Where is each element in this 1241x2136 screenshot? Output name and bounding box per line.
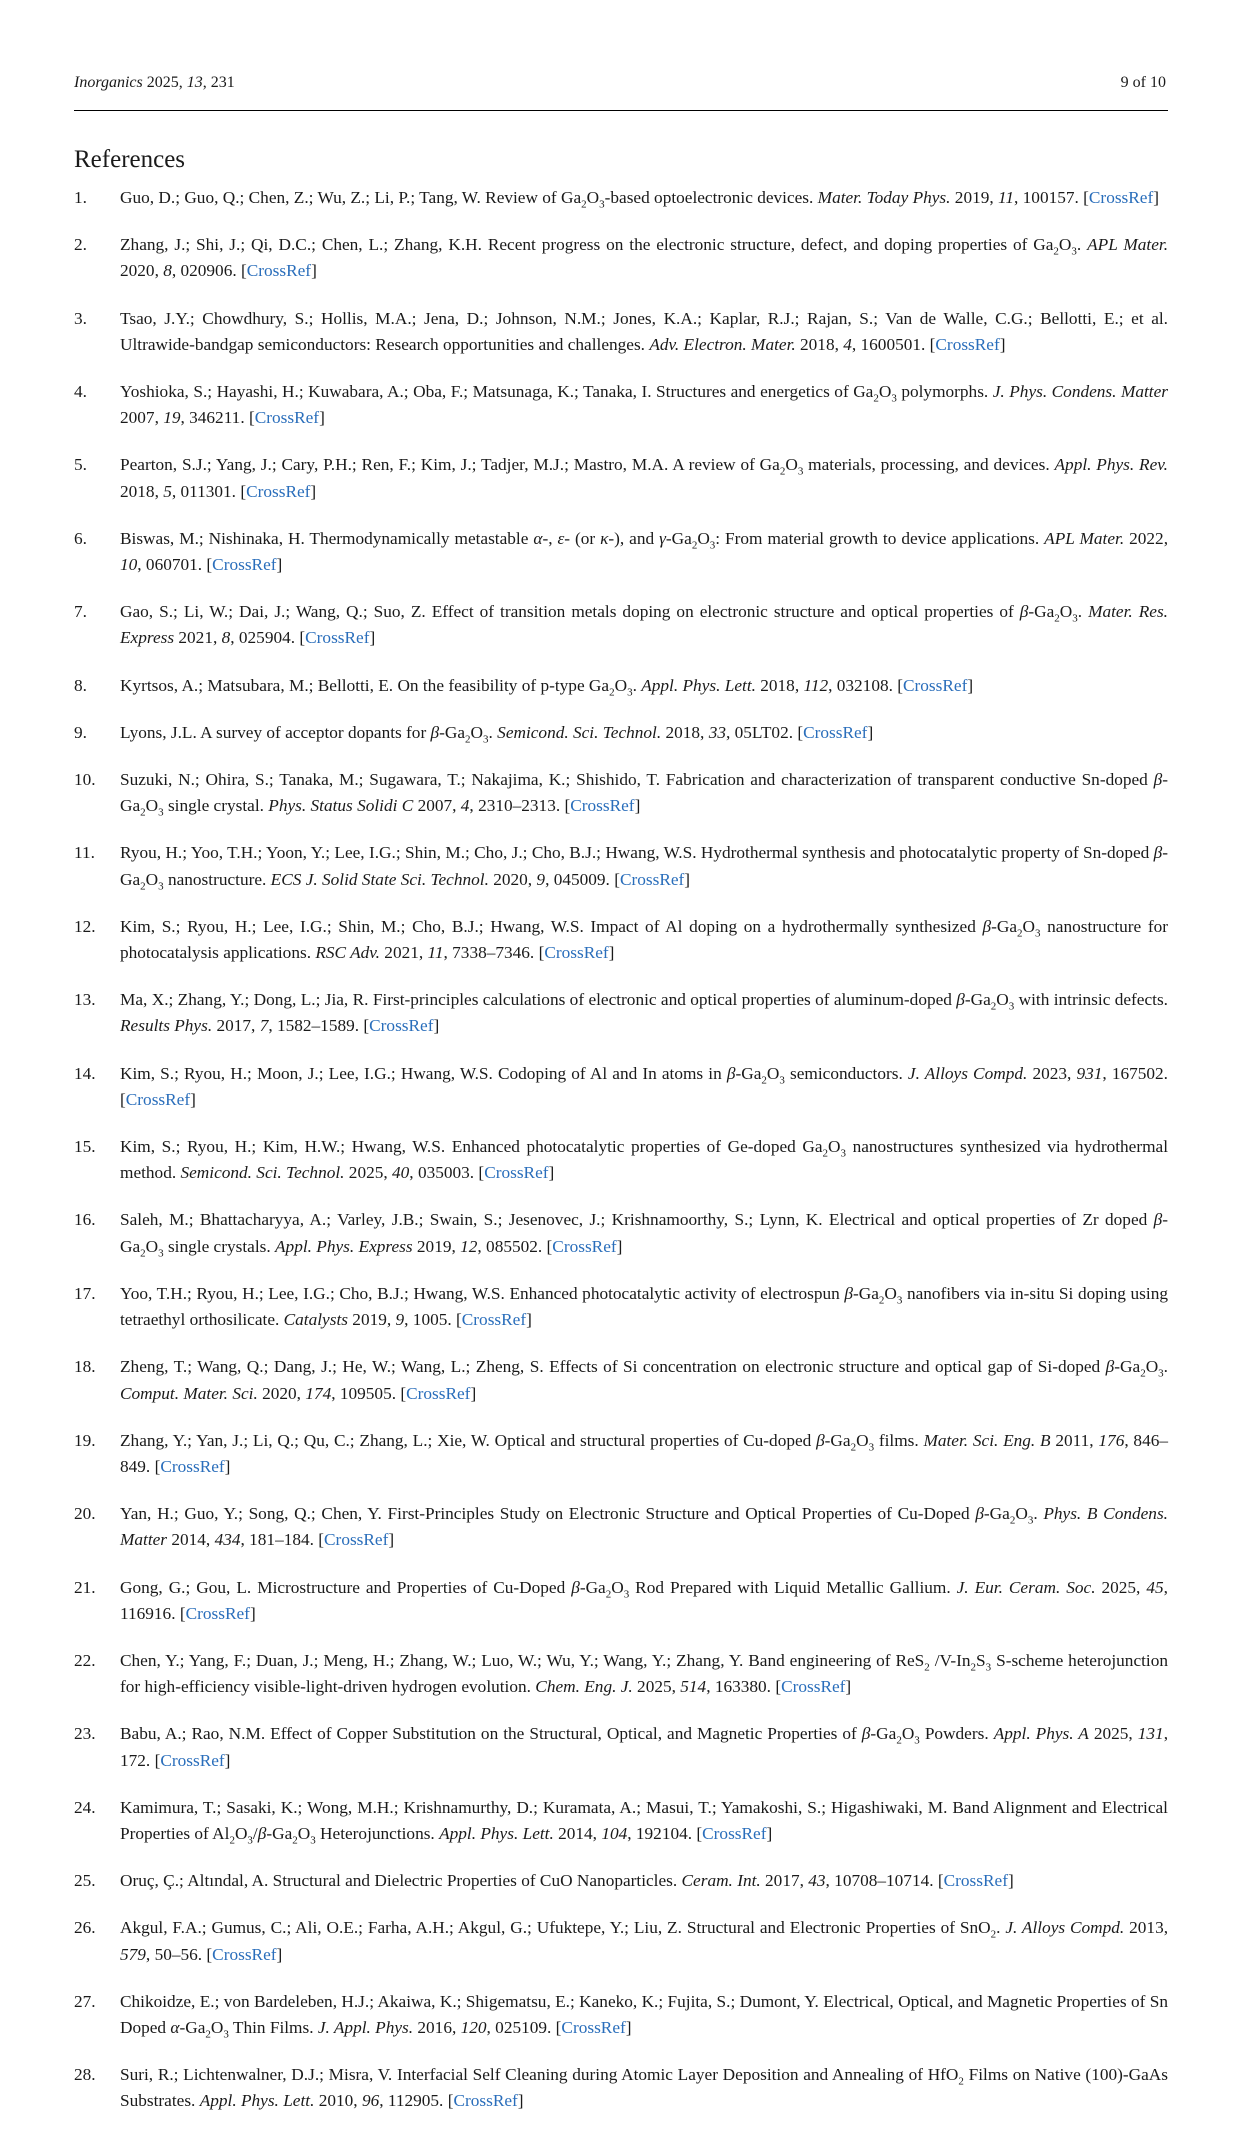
reference-item (74, 767, 1168, 819)
crossref-link[interactable]: CrossRef (552, 1236, 617, 1256)
reference-number: 3. (74, 308, 87, 328)
crossref-link[interactable]: CrossRef (781, 1677, 846, 1697)
reference-number: 13. (74, 990, 96, 1010)
reference-text: Zhang, Y.; Yan, J.; Li, Q.; Qu, C.; Zhang, L.; Xie, W. Optical and structural properties of Cu-doped $\beta-Ga_2O_3$ films. Mater. Sci. Eng. B 2011, 176, 846–849. [CrossRef] (120, 1430, 1168, 1476)
reference-item (74, 232, 1168, 284)
reference-number: 1. (74, 188, 87, 207)
crossref-link[interactable]: CrossRef (903, 675, 968, 695)
reference-number: 28. (74, 2065, 96, 2085)
reference-number: 16. (74, 1210, 96, 1230)
crossref-link[interactable]: CrossRef (305, 628, 370, 648)
page-number: 9 of 10 (1120, 74, 1166, 91)
crossref-link[interactable]: CrossRef (324, 1530, 389, 1550)
reference-number: 10. (74, 770, 96, 790)
journal-year: 2025 (146, 74, 179, 91)
reference-number: 15. (74, 1137, 96, 1157)
reference-list (74, 185, 1168, 2136)
crossref-link[interactable]: CrossRef (453, 2091, 518, 2111)
reference-item (74, 526, 1168, 578)
reference-item (74, 1721, 1168, 1773)
journal-citation: Inorganics 2025, 13, 231 (74, 74, 235, 91)
running-header (74, 70, 1168, 111)
reference-number: 8. (74, 675, 87, 695)
journal-name: Inorganics (74, 74, 143, 91)
reference-item (74, 452, 1168, 504)
reference-text: Lyons, J.L. A survey of acceptor dopants for $\beta-Ga_2O_3$. Semicond. Sci. Technol. 2018, 33, 05LT02. [CrossRef] (120, 722, 874, 746)
crossref-link[interactable]: CrossRef (212, 555, 277, 575)
reference-item (74, 720, 1168, 746)
reference-number: 7. (74, 602, 87, 622)
crossref-link[interactable]: CrossRef (212, 1944, 277, 1964)
crossref-link[interactable]: CrossRef (246, 481, 311, 501)
reference-item (74, 2062, 1168, 2114)
reference-item (74, 1989, 1168, 2041)
reference-number: 9. (74, 722, 87, 742)
crossref-link[interactable]: CrossRef (406, 1383, 471, 1403)
reference-text: Pearton, S.J.; Yang, J.; Cary, P.H.; Ren, F.; Kim, J.; Tadjer, M.J.; Mastro, M.A. A review of $Ga_2O_3$ materials, processing, and devices. Appl. Phys. Rev. 2018, 5, 011301. [CrossRef] (120, 455, 1168, 501)
reference-number: 14. (74, 1063, 96, 1083)
reference-text: Zhang, J.; Shi, J.; Qi, D.C.; Chen, L.; Zhang, K.H. Recent progress on the electronic structure, defect, and doping properties of $Ga_2O_3$. APL Mater. 2020, 8, 020906. [CrossRef] (120, 235, 1169, 281)
reference-text: Gong, G.; Gou, L. Microstructure and Properties of Cu-Doped $\beta-Ga_2O_3$ Rod Prepared with Liquid Metallic Gallium. J. Eur. Ceram. Soc. 2025, 45, 116916. [CrossRef] (120, 1577, 1168, 1623)
reference-item (74, 306, 1168, 358)
reference-text: Chen, Y.; Yang, F.; Duan, J.; Meng, H.; Zhang, W.; Luo, W.; Wu, Y.; Wang, Y.; Zhang, Y. Band engineering of ReS$_2$ $/V-In_2S_3$ S-scheme heterojunction for high-efficiency visible-light-driven hydrogen evolution. Chem. Eng. J. 2025, 514, 163380. [CrossRef] (120, 1650, 1169, 1697)
reference-text: Ma, X.; Zhang, Y.; Dong, L.; Jia, R. First-principles calculations of electronic and optical properties of aluminum-doped $\beta-Ga_2O_3$ with intrinsic defects. Results Phys. 2017, 7, 1582–1589. [CrossRef] (120, 990, 1168, 1036)
crossref-link[interactable]: CrossRef (561, 2017, 626, 2037)
reference-item (74, 840, 1168, 892)
reference-text: Babu, A.; Rao, N.M. Effect of Copper Substitution on the Structural, Optical, and Magnetic Properties of $\beta-Ga_2O_3$ Powders. Appl. Phys. A 2025, 131, 172. [CrossRef] (120, 1724, 1169, 1770)
crossref-link[interactable]: CrossRef (570, 796, 635, 816)
crossref-link[interactable]: CrossRef (369, 1016, 434, 1036)
reference-text: Yan, H.; Guo, Y.; Song, Q.; Chen, Y. First-Principles Study on Electronic Structure and Optical Properties of Cu-Doped $\beta-Ga_2O_3$. Phys. B Condens. Matter 2014, 434, 181–184. [CrossRef] (120, 1504, 1168, 1550)
reference-item (74, 1795, 1168, 1847)
reference-text: Zheng, T.; Wang, Q.; Dang, J.; He, W.; Wang, L.; Zheng, S. Effects of Si concentration on electronic structure and optical gap of Si-doped $\beta-Ga_2O_3$. Comput. Mater. Sci. 2020, 174, 109505. [CrossRef] (120, 1357, 1168, 1403)
reference-item (74, 1061, 1168, 1113)
journal-volume: 13 (186, 74, 203, 91)
crossref-link[interactable]: CrossRef (484, 1163, 549, 1183)
crossref-link[interactable]: CrossRef (246, 261, 312, 281)
reference-item (74, 185, 1168, 211)
reference-number: 11. (74, 843, 95, 863)
reference-number: 18. (74, 1357, 96, 1377)
reference-text: Yoo, T.H.; Ryou, H.; Lee, I.G.; Cho, B.J.; Hwang, W.S. Enhanced photocatalytic activity of electrospun $\beta-Ga_2O_3$ nanofibers via in-situ Si doping using tetraethyl orthosilicate. Catalysts 2019, 9, 1005. [CrossRef] (120, 1283, 1168, 1330)
crossref-link[interactable]: CrossRef (702, 1823, 767, 1843)
reference-text: Kim, S.; Ryou, H.; Lee, I.G.; Shin, M.; Cho, B.J.; Hwang, W.S. Impact of Al doping on a hydrothermally synthesized $\beta-Ga_2O_3$ nanostructure for photocatalysis applications. RSC Adv. 2021, 11, 7338–7346. [CrossRef] (120, 916, 1169, 963)
crossref-link[interactable]: CrossRef (461, 1310, 527, 1330)
reference-item (74, 1648, 1168, 1700)
reference-number: 4. (74, 382, 87, 402)
crossref-link[interactable]: CrossRef (803, 722, 868, 742)
reference-text: Suri, R.; Lichtenwalner, D.J.; Misra, V. Interfacial Self Cleaning during Atomic Layer Deposition and Annealing of HfO$_2$ Films on Native (100)-GaAs Substrates. Appl. Phys. Lett. 2010, 96, 112905. [CrossRef] (120, 2065, 1168, 2111)
reference-text: Biswas, M.; Nishinaka, H. Thermodynamically metastable α-, ε- (or κ-), and $\gamma-Ga_2O_3$: From material growth to device applications. APL Mater. 2022, 10, 060701. [CrossRef] (120, 528, 1169, 575)
reference-number: 6. (74, 528, 87, 548)
crossref-link[interactable]: CrossRef (185, 1603, 250, 1623)
reference-text: Chikoidze, E.; von Bardeleben, H.J.; Akaiwa, K.; Shigematsu, E.; Kaneko, K.; Fujita, S.; Dumont, Y. Electrical, Optical, and Magnetic Properties of Sn Doped $\alpha-Ga_2O_3$ Thin Films. J. Appl. Phys. 2016, 120, 025109. [CrossRef] (120, 1991, 1168, 2041)
reference-number: 17. (74, 1283, 96, 1303)
reference-item (74, 1281, 1168, 1333)
reference-item (74, 1575, 1168, 1627)
reference-item (74, 1868, 1168, 1894)
reference-number: 20. (74, 1504, 96, 1524)
references-heading: References (74, 146, 186, 173)
reference-item (74, 1134, 1168, 1186)
reference-item (74, 1915, 1168, 1967)
reference-text: Oruç, Ç.; Altındal, A. Structural and Dielectric Properties of CuO Nanoparticles. Ceram. Int. 2017, 43, 10708–10714. [CrossRef] (120, 1871, 1014, 1891)
reference-item (74, 1207, 1168, 1259)
article-number: 231 (210, 74, 235, 91)
reference-text: Suzuki, N.; Ohira, S.; Tanaka, M.; Sugawara, T.; Nakajima, K.; Shishido, T. Fabrication and characterization of transparent conductive Sn-doped $\beta-Ga_2O_3$ single crystal. Phys. Status Solidi C 2007, 4, 2310–2313. [CrossRef] (120, 770, 1168, 819)
crossref-link[interactable]: CrossRef (160, 1750, 225, 1770)
reference-item (74, 987, 1168, 1039)
reference-number: 25. (74, 1871, 96, 1891)
crossref-link[interactable]: CrossRef (619, 869, 685, 889)
reference-text: Kamimura, T.; Sasaki, K.; Wong, M.H.; Krishnamurthy, D.; Kuramata, A.; Masui, T.; Yamakoshi, S.; Higashiwaki, M. Band Alignment and Electrical Properties of $Al_2O_3/\beta-Ga_2O_3$ Heterojunctions. Appl. Phys. Lett. 2014, 104, 192104. [CrossRef] (120, 1797, 1168, 1847)
crossref-link[interactable]: CrossRef (160, 1456, 225, 1476)
reference-item (74, 1354, 1168, 1406)
reference-number: 23. (74, 1724, 96, 1744)
reference-text: Kim, S.; Ryou, H.; Moon, J.; Lee, I.G.; Hwang, W.S. Codoping of Al and In atoms in $\beta-Ga_2O_3$ semiconductors. J. Alloys Compd. 2023, 931, 167502. [CrossRef] (120, 1063, 1169, 1109)
reference-number: 22. (74, 1650, 96, 1670)
reference-item (74, 379, 1168, 431)
reference-text: Akgul, F.A.; Gumus, C.; Ali, O.E.; Farha, A.H.; Akgul, G.; Ufuktepe, Y.; Liu, Z. Structural and Electronic Properties of SnO$_2$. J. Alloys Compd. 2013, 579, 50–56. [CrossRef] (120, 1918, 1169, 1964)
reference-number: 24. (74, 1797, 96, 1817)
reference-text: Kim, S.; Ryou, H.; Kim, H.W.; Hwang, W.S. Enhanced photocatalytic properties of Ge-doped $Ga_2O_3$ nanostructures synthesized via hydrothermal method. Semicond. Sci. Technol. 2025, 40, 035003. [CrossRef] (120, 1137, 1168, 1183)
reference-text: Yoshioka, S.; Hayashi, H.; Kuwabara, A.; Oba, F.; Matsunaga, K.; Tanaka, I. Structures and energetics of $Ga_2O_3$ polymorphs. J. Phys. Condens. Matter 2007, 19, 346211. [CrossRef] (120, 382, 1168, 428)
crossref-link[interactable]: CrossRef (943, 1871, 1008, 1891)
crossref-link[interactable]: CrossRef (544, 943, 609, 963)
crossref-link[interactable]: CrossRef (935, 334, 1000, 354)
reference-number: 2. (74, 235, 87, 255)
reference-number: 26. (74, 1918, 96, 1938)
crossref-link[interactable]: CrossRef (125, 1089, 191, 1109)
crossref-link[interactable]: CrossRef (1088, 188, 1154, 207)
crossref-link[interactable]: CrossRef (254, 408, 320, 428)
reference-number: 12. (74, 916, 96, 936)
reference-item (74, 914, 1168, 966)
reference-number: 27. (74, 1991, 96, 2011)
reference-number: 5. (74, 455, 87, 475)
reference-text: Saleh, M.; Bhattacharyya, A.; Varley, J.B.; Swain, S.; Jesenovec, J.; Krishnamoorthy, S.; Lynn, K. Electrical and optical properties of Zr doped $\beta-Ga_2O_3$ single crystals. Appl. Phys. Express 2019, 12, 085502. [CrossRef] (120, 1210, 1168, 1260)
reference-item (74, 1501, 1168, 1553)
reference-number: 19. (74, 1430, 96, 1450)
reference-text: Guo, D.; Guo, Q.; Chen, Z.; Wu, Z.; Li, P.; Tang, W. Review of $Ga_2O_3$-based optoelectronic devices. Mater. Today Phys. 2019, 11, 100157. [CrossRef] (120, 188, 1159, 211)
reference-item (74, 673, 1168, 699)
reference-text: Gao, S.; Li, W.; Dai, J.; Wang, Q.; Suo, Z. Effect of transition metals doping on electronic structure and optical properties of $\beta-Ga_2O_3$. Mater. Res. Express 2021, 8, 025904. [CrossRef] (120, 602, 1169, 648)
reference-text: Ryou, H.; Yoo, T.H.; Yoon, Y.; Lee, I.G.; Shin, M.; Cho, J.; Cho, B.J.; Hwang, W.S. Hydrothermal synthesis and photocatalytic property of Sn-doped $\beta-Ga_2O_3$ nanostructure. ECS J. Solid State Sci. Technol. 2020, 9, 045009. [CrossRef] (120, 843, 1168, 893)
reference-text: Kyrtsos, A.; Matsubara, M.; Bellotti, E. On the feasibility of p-type $Ga_2O_3$. Appl. Phys. Lett. 2018, 112, 032108. [CrossRef] (120, 675, 974, 699)
reference-item (74, 599, 1168, 651)
reference-item (74, 1428, 1168, 1480)
reference-text: Tsao, J.Y.; Chowdhury, S.; Hollis, M.A.; Jena, D.; Johnson, N.M.; Jones, K.A.; Kaplar, R.J.; Rajan, S.; Van de Walle, C.G.; Bellotti, E.; et al. Ultrawide-bandgap semiconductors: Research opportunities and challenges. Adv. Electron. Mater. 2018, 4, 1600501. [CrossRef] (120, 308, 1168, 354)
reference-number: 21. (74, 1577, 96, 1597)
